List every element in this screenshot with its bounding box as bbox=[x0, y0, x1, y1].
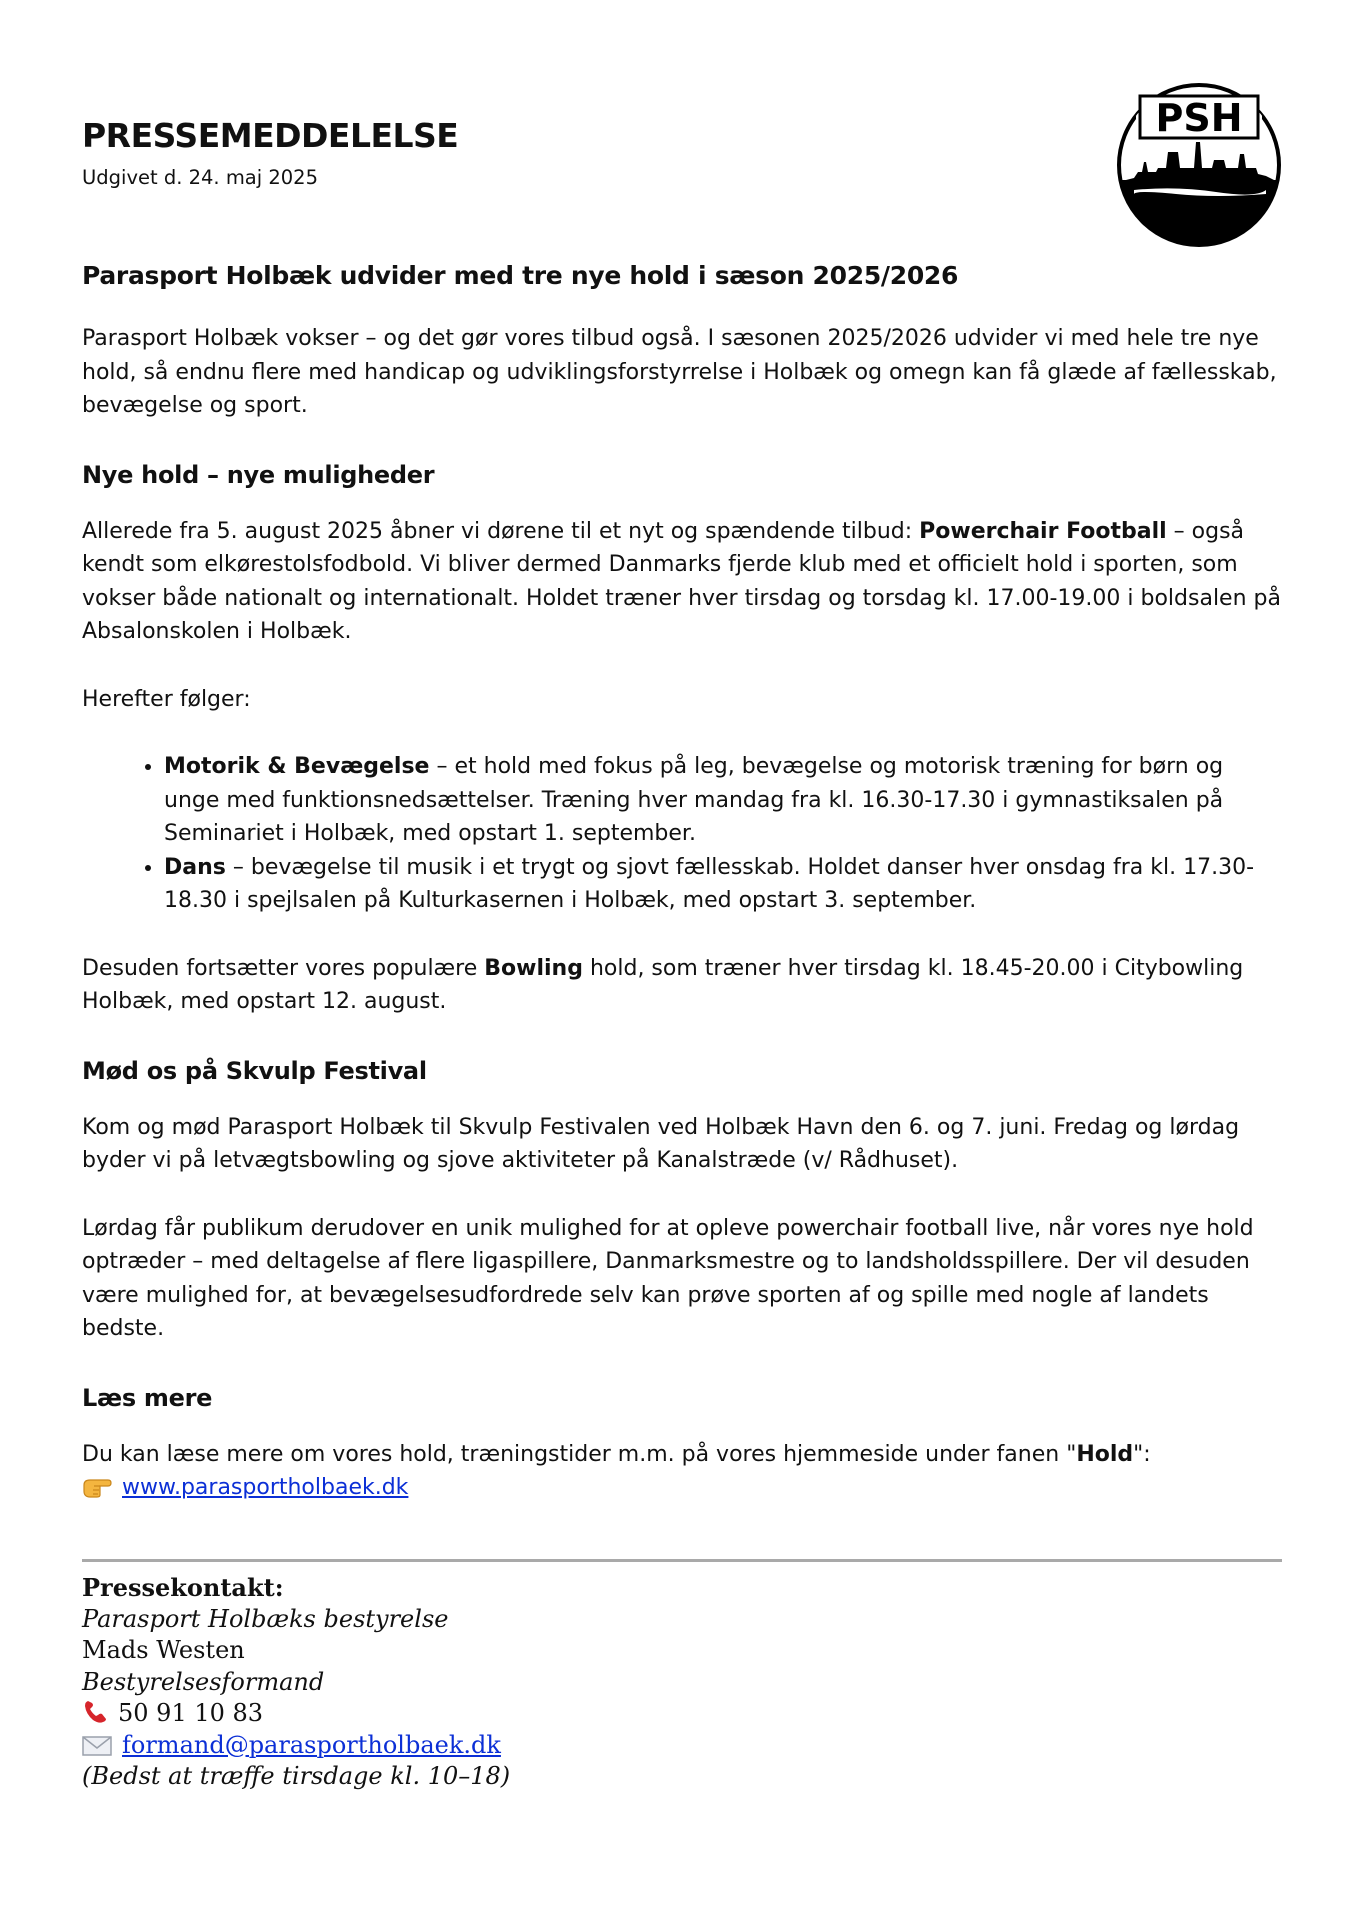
contact-phone-row bbox=[82, 1698, 982, 1730]
list-item: • Motorik & Bevægelse – et hold med fokus på leg, bevægelse og motorisk træning for børn og unge med funktionsnedsættelser. Træning hver mandag fra kl. 16.30-17.30 i gymnastiksalen på Seminariet i Holbæk, med opstart 1. september. bbox=[164, 750, 1282, 851]
festival-paragraph-2: Lørdag får publikum derudover en unik mulighed for at opleve powerchair football live, når vores nye hold optræder – med deltagelse af flere ligaspillere, Danmarksmestre og to landsholdsspillere. Der vil desuden være mulighed for, at bevægelsesudfordrede selv kan prøve sporten af og spille med nogle af landets bedste. bbox=[82, 1215, 1254, 1341]
new-teams-list bbox=[82, 750, 1282, 918]
contact-role: Bestyrelsesformand bbox=[82, 1667, 325, 1696]
website-link-row bbox=[82, 1471, 1282, 1505]
headline: Parasport Holbæk udvider med tre nye hold i sæson 2025/2026 bbox=[82, 261, 959, 290]
page-title: PRESSEMEDDELELSE bbox=[82, 116, 459, 155]
contact-label: Pressekontakt: bbox=[82, 1573, 284, 1602]
press-contact bbox=[82, 1572, 982, 1793]
logo-text: PSH bbox=[1155, 96, 1243, 140]
section-heading-festival: Mød os på Skvulp Festival bbox=[82, 1056, 427, 1085]
section-heading-read-more: Læs mere bbox=[82, 1383, 213, 1412]
bowling-paragraph: Desuden fortsætter vores populære Bowling hold, som træner hver tirsdag kl. 18.45-20.00 i Citybowling Holbæk, med opstart 12. august. bbox=[82, 955, 1244, 1014]
following-paragraph: Herefter følger: bbox=[82, 686, 251, 712]
envelope-icon bbox=[82, 1735, 112, 1757]
contact-note: (Bedst at træffe tirsdage kl. 10–18) bbox=[82, 1762, 511, 1790]
list-item: • Dans – bevægelse til musik i et trygt og sjovt fællesskab. Holdet danser hver onsdag fra kl. 17.30-18.30 i spejlsalen på Kulturkasernen i Holbæk, med opstart 3. september. bbox=[164, 851, 1282, 918]
contact-email-row bbox=[82, 1730, 982, 1762]
section-heading-new-teams: Nye hold – nye muligheder bbox=[82, 460, 435, 489]
divider bbox=[82, 1559, 1282, 1562]
published-date: Udgivet d. 24. maj 2025 bbox=[82, 166, 318, 189]
main-content bbox=[82, 258, 1282, 1505]
intro-paragraph: Parasport Holbæk vokser – og det gør vores tilbud også. I sæsonen 2025/2026 udvider vi med hele tre nye hold, så endnu flere med handicap og udviklingsforstyrrelse i Holbæk og omegn kan få glæde af fællesskab, bevægelse og sport. bbox=[82, 326, 1277, 418]
powerchair-paragraph: Allerede fra 5. august 2025 åbner vi dørene til et nyt og spændende tilbud: Powerchair Football – også kendt som elkørestolsfodbold. Vi bliver dermed Danmarks fjerde klub med et officielt hold i sporten, som vokser både nationalt og internationalt. Holdet træner hver tirsdag og torsdag kl. 17.00-19.00 i boldsalen på Absalonskolen i Holbæk. bbox=[82, 518, 1281, 644]
phone-icon bbox=[82, 1699, 108, 1725]
psh-logo bbox=[1116, 82, 1282, 248]
contact-org: Parasport Holbæks bestyrelse bbox=[82, 1604, 449, 1633]
contact-name: Mads Westen bbox=[82, 1636, 245, 1664]
contact-email-link[interactable]: formand@parasportholbaek.dk bbox=[122, 1730, 501, 1759]
website-link[interactable]: www.parasportholbaek.dk bbox=[122, 1475, 409, 1500]
festival-paragraph-1: Kom og mød Parasport Holbæk til Skvulp Festivalen ved Holbæk Havn den 6. og 7. juni. Fredag og lørdag byder vi på letvægtsbowling og sjove aktiviteter på Kanalstræde (v/ Rådhuset). bbox=[82, 1114, 1240, 1173]
read-more-paragraph: Du kan læse mere om vores hold, træningstider m.m. på vores hjemmeside under fanen "Hold": bbox=[82, 1441, 1151, 1467]
pointing-hand-icon bbox=[82, 1473, 112, 1499]
contact-phone: 50 91 10 83 bbox=[118, 1699, 264, 1727]
